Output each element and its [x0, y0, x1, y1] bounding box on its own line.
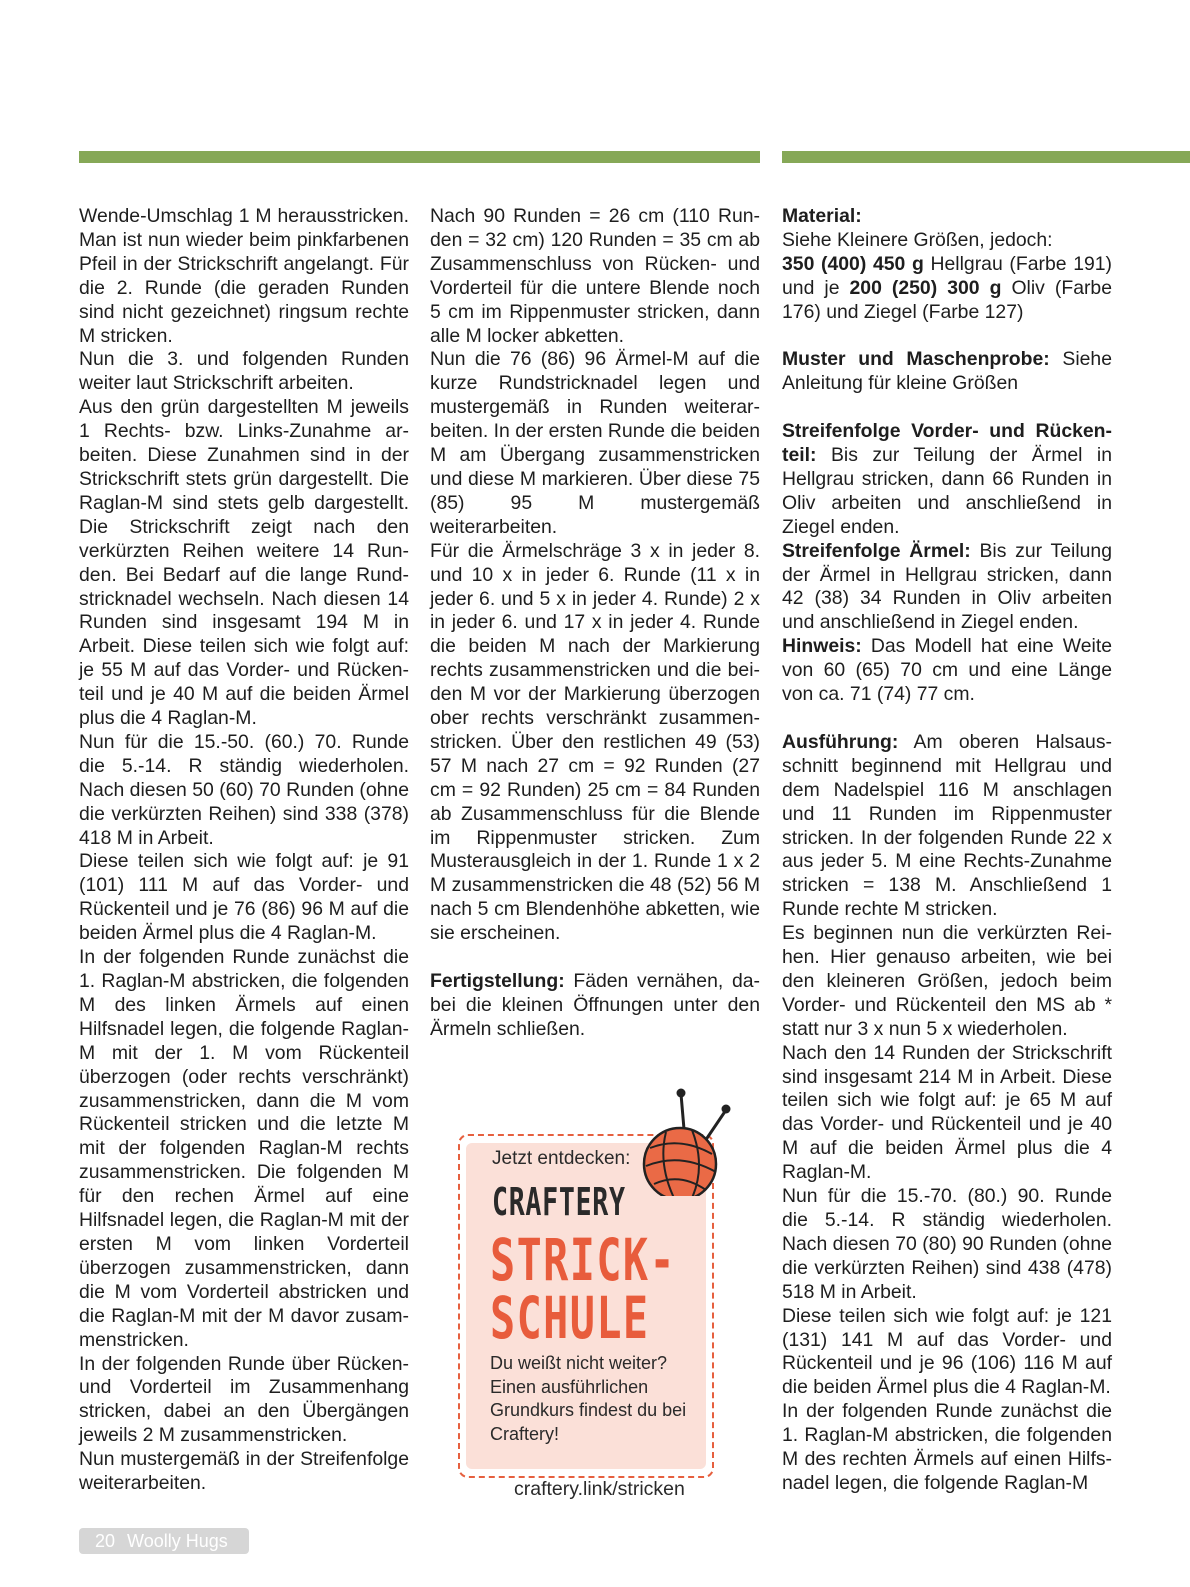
muster-paragraph [782, 348, 1112, 396]
streifen-ae-paragraph [782, 540, 1112, 636]
text-column-2 [430, 205, 760, 1042]
muster-label: Muster und Maschenprobe: [782, 348, 1050, 371]
ad-body-text: Du weißt nicht weiter? Einen ausführlichen Grundkurs findest du bei Craftery! [490, 1353, 687, 1444]
ausfuehrung-text: Am oberen Halsausschnitt beginnend mit Hellgrau und dem Nadelspiel 116 M anschlagen und 11 Runden im Rippenmuster stricken. In der folgenden Runde 22 x aus jeder 5. M eine Rechts-Zunahme stricken = 138 M. Anschließend 1 Runde rechte M stricken. [782, 730, 1112, 921]
ad-title-line-2: SCHULE [490, 1284, 650, 1352]
paragraph: Diese teilen sich wie folgt auf: je 121 (131) 141 M auf das Vorder- und Rückenteil und je 96 (106) 116 M auf die beiden Ärmel plus die 4 Raglan-M. [782, 1304, 1112, 1399]
paragraph: Nach 90 Runden = 26 cm (110 Runden = 32 cm) 120 Runden = 35 cm ab Zusammenschluss von Rücken- und Vorderteil für die untere Blende noch 5 cm im Rippenmuster stricken, dann alle M locker abketten. [430, 205, 760, 347]
paragraph: Es beginnen nun die verkürzten Reihen. Hier genauso arbeiten, wie bei den kleineren Größen, jedoch beim Vorder- und Rückenteil den MS ab * statt nur 3 x nun 5 x wiederholen. [782, 922, 1112, 1040]
amount-2: 200 (250) 300 g [849, 276, 1002, 299]
fertigstellung-label: Fertigstellung: [430, 969, 565, 992]
ad-link[interactable]: craftery.link/stricken [514, 1478, 685, 1500]
streifen-ae-text: Bis zur Teilung der Ärmel in Hellgrau stricken, dann 42 (38) 34 Runden in Oliv arbeiten und anschließend in Ziegel enden. [782, 539, 1112, 634]
craftery-logo-text: CRAFTERY [492, 1180, 626, 1224]
ad-title-line-1: STRICK- [490, 1226, 677, 1294]
material-amounts [782, 253, 1112, 325]
header-rule-left [79, 151, 760, 163]
material-label: Material: [782, 205, 862, 227]
paragraph: Nun die 3. und folgenden Runden weiter laut Strickschrift arbeiten. [79, 348, 409, 395]
streifen-vr-text: Bis zur Teilung der Ärmel in Hellgrau stricken, dann 66 Runden in Oliv arbeiten und anschließend in Ziegel enden. [782, 444, 1112, 538]
paragraph: In der folgenden Runde über Rücken- und Vorderteil im Zusammenhang stricken, dabei an den Übergängen jeweils 2 M zusammenstricken. [79, 1352, 409, 1447]
page-number: 20 [95, 1531, 116, 1551]
ad-headline: Jetzt entdecken: [492, 1148, 631, 1169]
streifen-vr-label: Streifenfolge Vorder- und Rückenteil: [782, 420, 1112, 467]
hinweis-paragraph [782, 635, 1112, 707]
paragraph: Nach den 14 Runden der Strickschrift sind insgesamt 214 M in Arbeit. Diese teilen sich wie folgt auf: je 65 M auf das Vorder- und Rückenteil und je 40 M auf die beiden Ärmel plus die 4 Raglan-M. [782, 1041, 1112, 1184]
magazine-name: Woolly Hugs [127, 1531, 228, 1551]
paragraph: Wende-Umschlag 1 M herausstricken. Man ist nun wieder beim pinkfarbenen Pfeil in der Strickschrift angelangt. Für die 2. Runde (die geraden Runden sind nicht gezeichnet) ringsum rechte M stricken. [79, 205, 409, 347]
paragraph: In der folgenden Runde zunächst die 1. Raglan-M abstricken, die folgenden M des linken Ärmels auf einen Hilfsnadel legen, die folgende Raglan-M mit der 1. M vom Rückenteil überzogen (oder rechts verschränkt) zusammenstricken, dann die M vom Rückenteil stricken und die letzte M mit der folgenden Raglan-M rechts zusammenstricken. Die folgenden M für den rechen Ärmel auf eine Hilfsnadel legen, die Raglan-M mit der ersten M vom linken Vorderteil überzogen zusammenstricken, dann die M vom Vorderteil abstricken und die Raglan-M mit der M davor zusammenstricken. [79, 946, 409, 1351]
ausfuehrung-label: Ausführung: [782, 730, 899, 753]
paragraph: Nun mustergemäß in der Streifenfolge weiterarbeiten. [79, 1448, 409, 1495]
streifen-vr-paragraph [782, 420, 1112, 540]
amount-2-text: Oliv (Farbe 176) und Ziegel (Farbe 127) [782, 276, 1113, 323]
material-line: Siehe Kleinere Größen, jedoch: [782, 228, 1053, 251]
page-footer [95, 1530, 240, 1552]
paragraph: Für die Ärmelschräge 3 x in jeder 8. und 10 x in jeder 6. Runde (11 x in jeder 6. und 5 x in jeder 4. Runde) 2 x in jeder 6. und 17 x in jeder 4. Runde die beiden M nach der Markierung rechts zusammenstricken und die beiden M vor der Markierung überzogen ober rechts verschränkt zusammenstricken. Über den restlichen 49 (53) 57 M nach 27 cm = 92 Runden (27 cm = 92 Runden) 25 cm = 84 Runden ab Zusammenschluss für die Blende im Rippenmuster stricken. Zum Musterausgleich in der 1. Runde 1 x 2 M zusammenstricken die 48 (52) 56 M nach 5 cm Blendenhöhe abketten, wie sie erscheinen. [430, 539, 760, 945]
hinweis-text: Das Modell hat eine Weite von 60 (65) 70 cm und eine Länge von ca. 71 (74) 77 cm. [782, 635, 1112, 706]
amount-1-text: Hellgrau (Farbe 191) und je [782, 252, 1112, 299]
paragraph: Diese teilen sich wie folgt auf: je 91 (101) 111 M auf das Vorder- und Rückenteil und je 76 (86) 96 M auf die beiden Ärmel plus die 4 Raglan-M. [79, 850, 409, 945]
text-column-1 [79, 205, 409, 1496]
header-rule-right [782, 151, 1190, 163]
paragraph: Nun für die 15.-70. (80.) 90. Runde die 5.-14. R ständig wiederholen. Nach diesen 70 (80) 90 Runden (ohne die verkürzten Reihen) sind 438 (478) 518 M in Arbeit. [782, 1185, 1112, 1303]
paragraph: In der folgenden Runde zunächst die 1. Raglan-M abstricken, die folgenden M des rechten Ärmels auf einen Hilfsnadel legen, die folgende Raglan-M [782, 1400, 1112, 1494]
hinweis-label: Hinweis: [782, 635, 862, 658]
yarn-ball-icon [636, 1086, 736, 1196]
fertigstellung-text: Fäden vernähen, dabei die kleinen Öffnungen unter den Ärmeln schließen. [430, 969, 760, 1040]
streifen-ae-label: Streifenfolge Ärmel: [782, 539, 971, 562]
paragraph: Aus den grün dargestellten M jeweils 1 Rechts- bzw. Links-Zunahme arbeiten. Diese Zunahmen sind in der Strickschrift stets grün dargestellt. Die Raglan-M sind stets gelb dargestellt. Die Strickschrift zeigt nach den verkürzten Reihen weitere 14 Runden. Bei Bedarf auf die lange Rundstricknadel wechseln. Nach diesen 14 Runden sind insgesamt 194 M in Arbeit. Diese teilen sich wie folgt auf: je 55 M auf das Vorder- und Rückenteil und je 40 M auf die beiden Ärmel plus die 4 Raglan-M. [79, 396, 409, 730]
fertigstellung-paragraph [430, 970, 760, 1042]
paragraph: Nun die 76 (86) 96 Ärmel-M auf die kurze Rundstricknadel legen und mustergemäß in Runden weiterarbeiten. In der ersten Runde die beiden M am Übergang zusammenstricken und diese M markieren. Über diese 75 (85) 95 M mustergemäß weiterarbeiten. [430, 348, 760, 538]
ausfuehrung-paragraph [782, 731, 1112, 922]
material-heading [782, 205, 1112, 229]
muster-text: Siehe Anleitung für kleine Größen [782, 348, 1112, 395]
paragraph: Nun für die 15.-50. (60.) 70. Runde die 5.-14. R ständig wiederholen. Nach diesen 50 (60) 70 Runden (ohne die verkürzten Reihen) sind 338 (378) 418 M in Arbeit. [79, 730, 409, 849]
amount-1: 350 (400) 450 g [782, 252, 924, 275]
text-column-3 [782, 205, 1112, 1496]
